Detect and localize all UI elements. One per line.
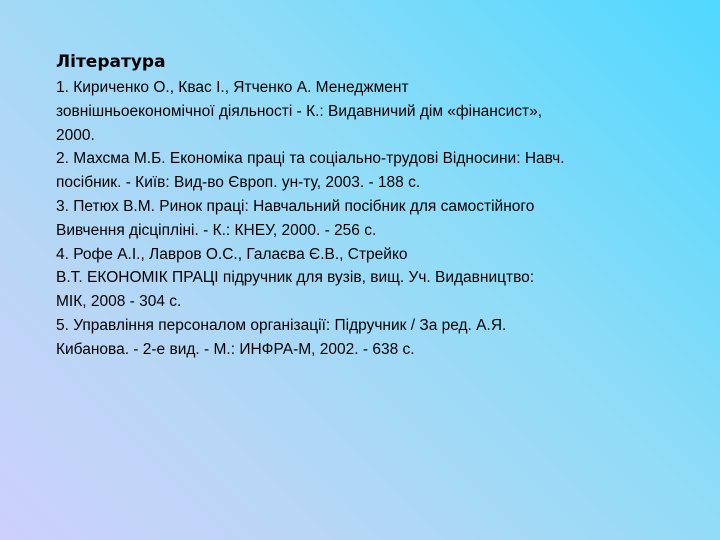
- page-title: Література: [56, 52, 166, 72]
- reference-item-4: [56, 243, 686, 314]
- reference-item-1: [56, 76, 686, 147]
- reference-item-5: [56, 314, 686, 362]
- reference-line: зовнішньоекономічної діяльності - К.: Видавничий дім «фінансист»,: [56, 102, 543, 120]
- reference-line: 2. Махсма М.Б. Економіка праці та соціально-трудові Відносини: Навч.: [56, 150, 565, 168]
- reference-item-3: [56, 195, 686, 243]
- reference-line: 3. Петюх В.М. Ринок праці: Навчальний посібник для самостійного: [56, 197, 535, 215]
- reference-line: 2000.: [56, 126, 95, 144]
- reference-line: Кибанова. - 2-е вид. - М.: ИНФРА-М, 2002. - 638 с.: [56, 340, 415, 358]
- slide-content: [56, 50, 686, 362]
- reference-line: Вивчення дісціпліні. - К.: КНЕУ, 2000. - 256 с.: [56, 221, 377, 239]
- reference-line: 1. Кириченко О., Квас І., Ятченко А. Менеджмент: [56, 79, 409, 96]
- reference-line: посібник. - Київ: Вид-во Європ. ун-ту, 2003. - 188 с.: [56, 174, 421, 192]
- reference-line: 5. Управління персоналом організації: Підручник / За ред. А.Я.: [56, 316, 507, 334]
- reference-list: [56, 76, 686, 362]
- reference-line: 4. Рофе А.І., Лавров О.С., Галаєва Є.В., Стрейко: [56, 245, 408, 263]
- reference-line: В.Т. ЕКОНОМІК ПРАЦІ підручник для вузів, вищ. Уч. Видавництво:: [56, 269, 535, 287]
- reference-item-2: [56, 147, 686, 195]
- reference-line: МІК, 2008 - 304 с.: [56, 293, 182, 311]
